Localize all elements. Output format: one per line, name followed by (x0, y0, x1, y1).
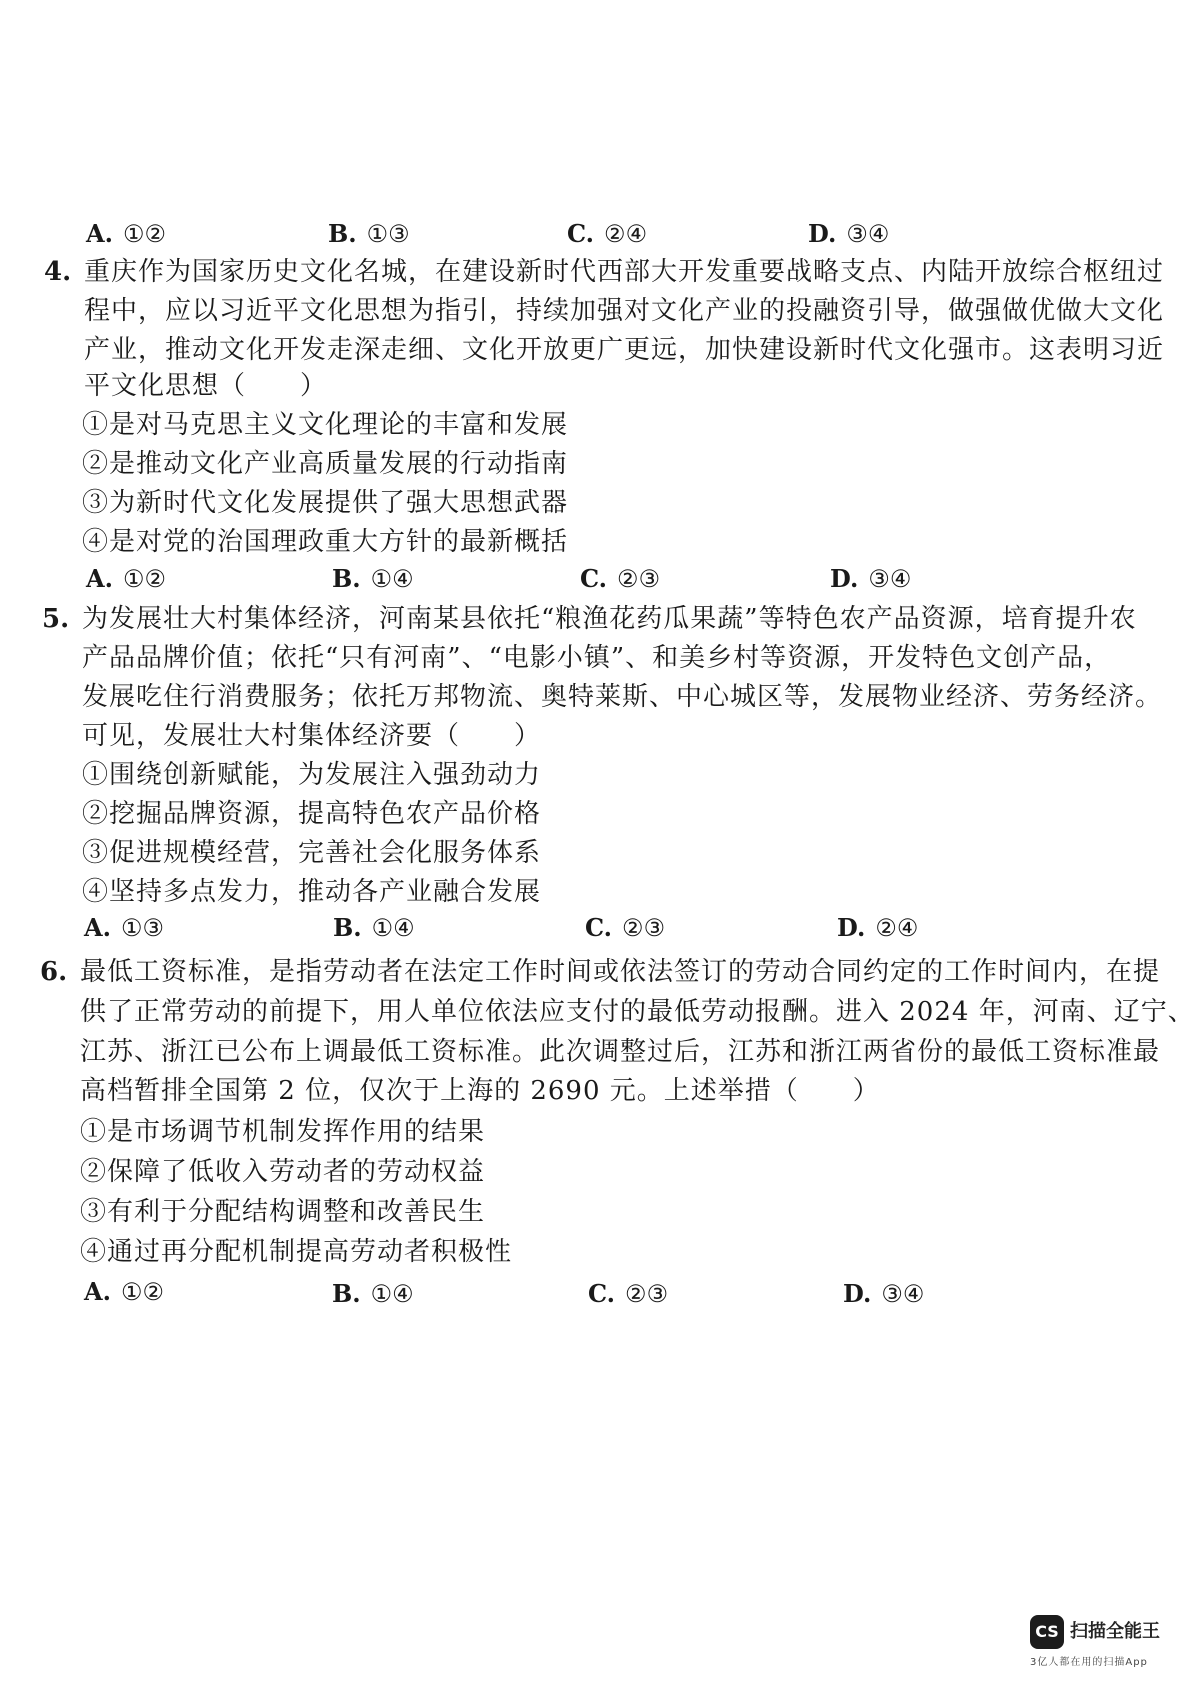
q6-number: 6. (40, 957, 68, 987)
q5-stem-line-2: 产品品牌价值；依托“只有河南”、“电影小镇”、和美乡村等资源，开发特色文创产品， (82, 643, 1112, 673)
q5-stem-line-1: 为发展壮大村集体经济，河南某县依托“粮渔花药瓜果蔬”等特色农产品资源，培育提升农 (82, 604, 1137, 634)
watermark-title: 扫描全能王 (1070, 1621, 1160, 1642)
q4-number: 4. (44, 257, 72, 287)
q4-statement-4: ④是对党的治国理政重大方针的最新概括 (82, 527, 569, 557)
q6-option-d: D. ③④ (843, 1279, 925, 1308)
camscanner-logo-icon: CS (1030, 1615, 1064, 1649)
q6-stem-line-3: 江苏、浙江已公布上调最低工资标准。此次调整过后，江苏和浙江两省份的最低工资标准最 (80, 1037, 1161, 1067)
watermark-subtitle: 3亿人都在用的扫描App (1030, 1657, 1148, 1668)
q3-option-d: D. ③④ (808, 219, 890, 248)
q4-stem-line-3: 产业，推动文化开发走深走细、文化开放更广更远，加快建设新时代文化强市。这表明习近 (84, 335, 1165, 365)
q4-option-d: D. ③④ (830, 564, 912, 593)
q5-option-a: A. ①③ (84, 913, 165, 942)
q4-stem-line-1: 重庆作为国家历史文化名城，在建设新时代西部大开发重要战略支点、内陆开放综合枢纽过 (84, 257, 1165, 287)
q6-stem-line-1: 最低工资标准，是指劳动者在法定工作时间或依法签订的劳动合同约定的工作时间内，在提 (80, 957, 1161, 987)
q4-option-b: B. ①④ (332, 564, 414, 593)
q4-statement-2: ②是推动文化产业高质量发展的行动指南 (82, 449, 569, 479)
q6-option-a: A. ①② (84, 1277, 165, 1306)
q4-statement-3: ③为新时代文化发展提供了强大思想武器 (82, 488, 569, 518)
q6-stem-line-2: 供了正常劳动的前提下，用人单位依法应支付的最低劳动报酬。进入 2024 年，河南、辽宁、 (80, 997, 1195, 1027)
q5-option-c: C. ②③ (585, 913, 666, 942)
q5-stem-line-4: 可见，发展壮大村集体经济要（ ） (82, 721, 542, 751)
q4-option-c: C. ②③ (580, 564, 661, 593)
q6-statement-2: ②保障了低收入劳动者的劳动权益 (80, 1157, 486, 1187)
q6-stem-line-4: 高档暂排全国第 2 位，仅次于上海的 2690 元。上述举措（ ） (80, 1076, 880, 1106)
q4-stem-line-2: 程中，应以习近平文化思想为指引，持续加强对文化产业的投融资引导，做强做优做大文化 (84, 296, 1165, 326)
q6-option-b: B. ①④ (332, 1279, 414, 1308)
q6-option-c: C. ②③ (588, 1279, 669, 1308)
q5-option-d: D. ②④ (837, 913, 919, 942)
q6-statement-3: ③有利于分配结构调整和改善民生 (80, 1197, 486, 1227)
q5-statement-3: ③促进规模经营，完善社会化服务体系 (82, 838, 542, 868)
q3-option-b: B. ①③ (328, 219, 410, 248)
q5-option-b: B. ①④ (333, 913, 415, 942)
scanner-watermark (1030, 1615, 1180, 1675)
q5-statement-2: ②挖掘品牌资源，提高特色农产品价格 (82, 799, 542, 829)
q6-statement-4: ④通过再分配机制提高劳动者积极性 (80, 1237, 513, 1267)
q4-statement-1: ①是对马克思主义文化理论的丰富和发展 (82, 410, 569, 440)
q6-statement-1: ①是市场调节机制发挥作用的结果 (80, 1117, 486, 1147)
q3-option-a: A. ①② (86, 219, 167, 248)
q5-stem-line-3: 发展吃住行消费服务；依托万邦物流、奥特莱斯、中心城区等，发展物业经济、劳务经济。 (82, 682, 1163, 712)
q5-number: 5. (42, 604, 70, 634)
q4-stem-line-4: 平文化思想（ ） (84, 371, 328, 401)
q3-option-c: C. ②④ (567, 219, 648, 248)
q4-option-a: A. ①② (86, 564, 167, 593)
q5-statement-4: ④坚持多点发力，推动各产业融合发展 (82, 877, 542, 907)
q5-statement-1: ①围绕创新赋能，为发展注入强劲动力 (82, 760, 542, 790)
